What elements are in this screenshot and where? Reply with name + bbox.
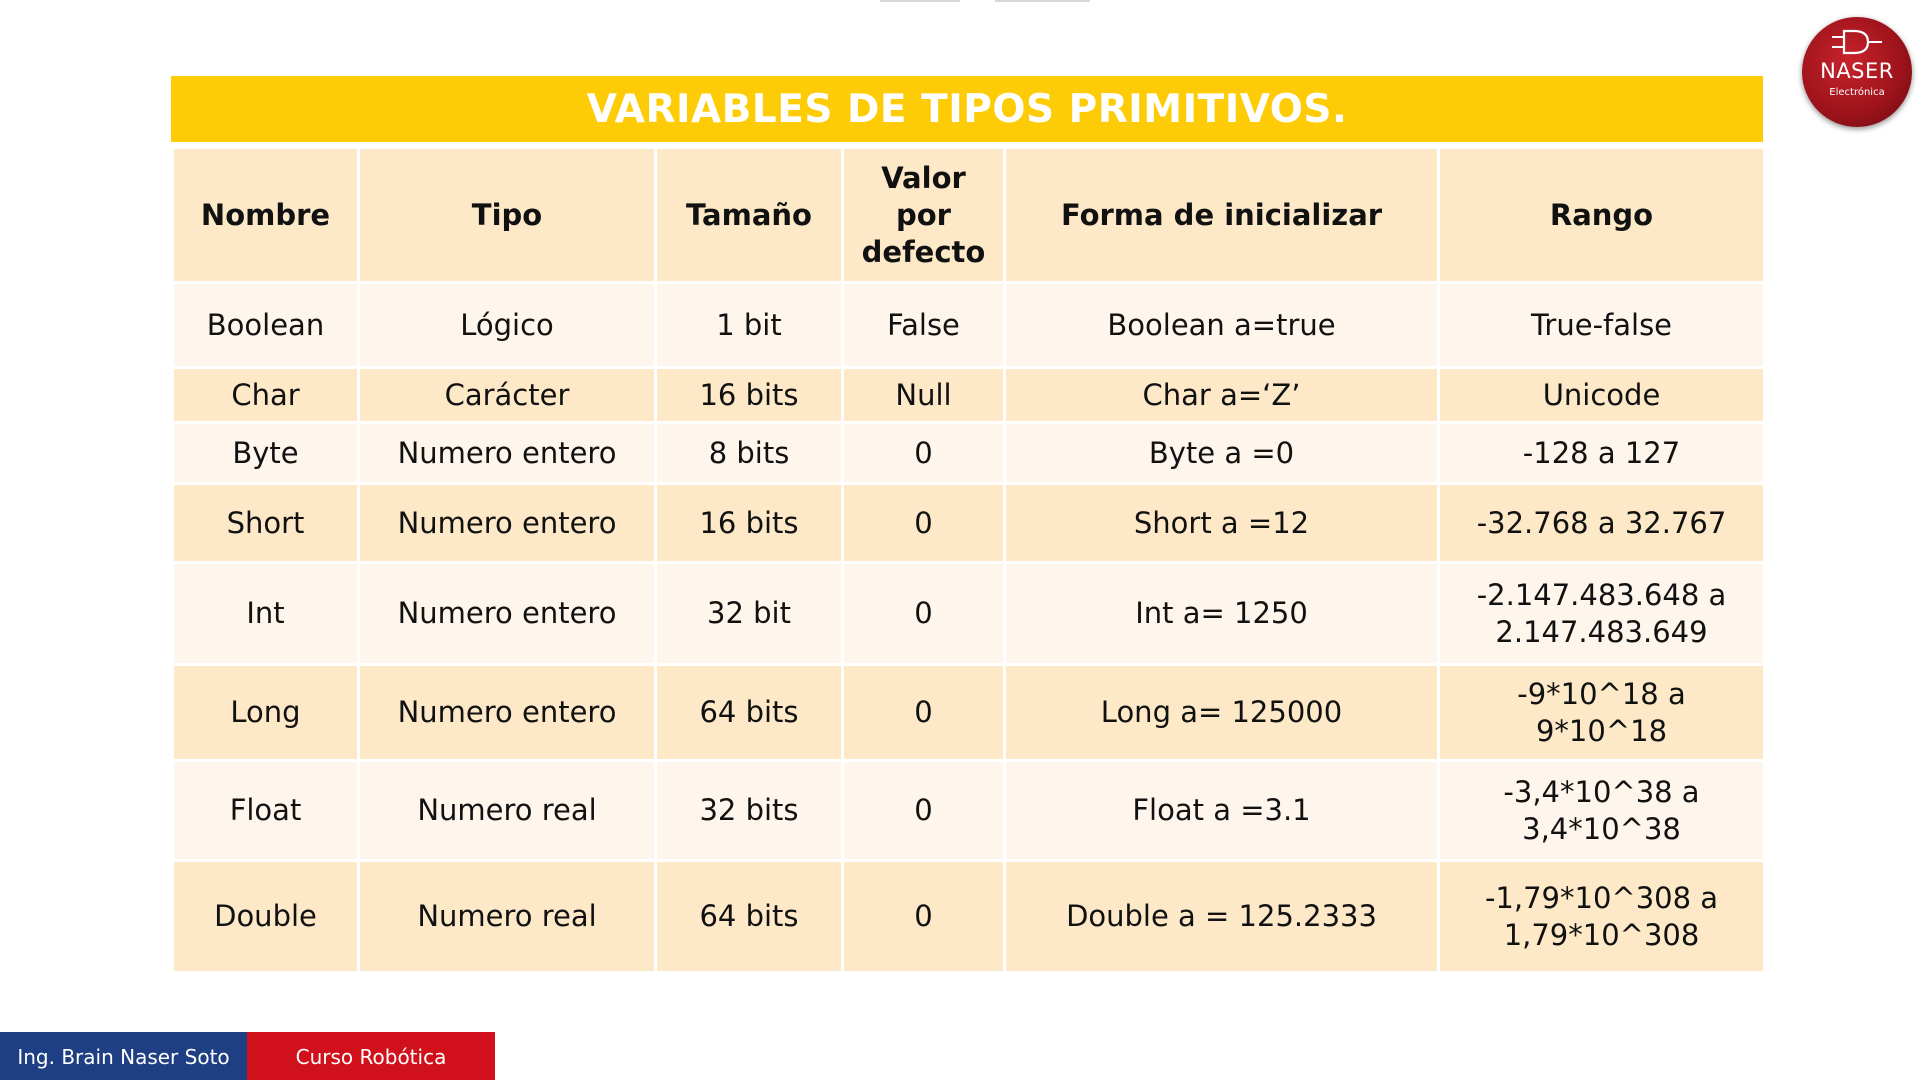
cell-rango: True-false bbox=[1439, 283, 1765, 368]
column-header-tamano: Tamaño bbox=[656, 148, 843, 283]
primitive-types-table-container bbox=[171, 146, 1763, 974]
cell-forma-de-inicializar: Char a=‘Z’ bbox=[1005, 368, 1439, 423]
column-header-valor-por-defecto bbox=[843, 148, 1005, 283]
column-header-valor-por-defecto-text: Valor por defecto bbox=[861, 160, 986, 269]
cell-forma-de-inicializar: Double a = 125.2333 bbox=[1005, 861, 1439, 973]
cell-nombre: Float bbox=[173, 761, 359, 861]
cell-rango: -9*10^18 a 9*10^18 bbox=[1439, 665, 1765, 761]
table-row bbox=[173, 761, 1765, 861]
cell-valor-por-defecto: 0 bbox=[843, 563, 1005, 665]
column-header-tipo: Tipo bbox=[359, 148, 656, 283]
cell-nombre: Char bbox=[173, 368, 359, 423]
footer-course: Curso Robótica bbox=[247, 1032, 495, 1080]
table-row bbox=[173, 423, 1765, 484]
table-row bbox=[173, 368, 1765, 423]
table-row bbox=[173, 484, 1765, 563]
cell-valor-por-defecto: 0 bbox=[843, 761, 1005, 861]
cell-tamano: 16 bits bbox=[656, 368, 843, 423]
column-header-rango: Rango bbox=[1439, 148, 1765, 283]
column-header-forma-de-inicializar: Forma de inicializar bbox=[1005, 148, 1439, 283]
cell-rango: -2.147.483.648 a 2.147.483.649 bbox=[1439, 563, 1765, 665]
cell-tipo: Numero real bbox=[359, 861, 656, 973]
cell-tamano: 1 bit bbox=[656, 283, 843, 368]
cell-nombre: Short bbox=[173, 484, 359, 563]
cell-rango: -3,4*10^38 a 3,4*10^38 bbox=[1439, 761, 1765, 861]
cell-nombre: Boolean bbox=[173, 283, 359, 368]
cell-nombre: Byte bbox=[173, 423, 359, 484]
cell-rango: -1,79*10^308 a 1,79*10^308 bbox=[1439, 861, 1765, 973]
cell-tamano: 32 bits bbox=[656, 761, 843, 861]
cell-nombre: Int bbox=[173, 563, 359, 665]
cell-tipo: Numero entero bbox=[359, 563, 656, 665]
cell-tamano: 16 bits bbox=[656, 484, 843, 563]
cell-valor-por-defecto: Null bbox=[843, 368, 1005, 423]
cell-rango: -32.768 a 32.767 bbox=[1439, 484, 1765, 563]
page-title: VARIABLES DE TIPOS PRIMITIVOS. bbox=[586, 86, 1348, 132]
cell-tipo: Numero entero bbox=[359, 484, 656, 563]
logo-name: NASER bbox=[1820, 59, 1894, 83]
cell-tamano: 8 bits bbox=[656, 423, 843, 484]
cell-forma-de-inicializar: Byte a =0 bbox=[1005, 423, 1439, 484]
primitive-types-table bbox=[171, 146, 1766, 974]
cell-forma-de-inicializar: Long a= 125000 bbox=[1005, 665, 1439, 761]
table-row bbox=[173, 283, 1765, 368]
cell-tipo: Carácter bbox=[359, 368, 656, 423]
cell-tipo: Numero entero bbox=[359, 665, 656, 761]
naser-logo bbox=[1802, 17, 1912, 127]
table-row bbox=[173, 665, 1765, 761]
cell-tamano: 32 bit bbox=[656, 563, 843, 665]
cell-tipo: Numero real bbox=[359, 761, 656, 861]
title-bar bbox=[171, 76, 1763, 142]
logo-subtitle: Electrónica bbox=[1829, 87, 1885, 98]
cell-forma-de-inicializar: Float a =3.1 bbox=[1005, 761, 1439, 861]
cell-tamano: 64 bits bbox=[656, 665, 843, 761]
cell-valor-por-defecto: 0 bbox=[843, 423, 1005, 484]
cell-forma-de-inicializar: Int a= 1250 bbox=[1005, 563, 1439, 665]
top-decoration bbox=[880, 0, 1100, 4]
footer-author: Ing. Brain Naser Soto bbox=[0, 1032, 247, 1080]
cell-tipo: Lógico bbox=[359, 283, 656, 368]
cell-rango: -128 a 127 bbox=[1439, 423, 1765, 484]
cell-nombre: Double bbox=[173, 861, 359, 973]
cell-valor-por-defecto: 0 bbox=[843, 665, 1005, 761]
table-header-row bbox=[173, 148, 1765, 283]
table-row bbox=[173, 861, 1765, 973]
column-header-nombre: Nombre bbox=[173, 148, 359, 283]
cell-valor-por-defecto: 0 bbox=[843, 484, 1005, 563]
cell-tamano: 64 bits bbox=[656, 861, 843, 973]
cell-valor-por-defecto: False bbox=[843, 283, 1005, 368]
cell-tipo: Numero entero bbox=[359, 423, 656, 484]
cell-rango: Unicode bbox=[1439, 368, 1765, 423]
table-row bbox=[173, 563, 1765, 665]
cell-forma-de-inicializar: Boolean a=true bbox=[1005, 283, 1439, 368]
cell-valor-por-defecto: 0 bbox=[843, 861, 1005, 973]
cell-nombre: Long bbox=[173, 665, 359, 761]
cell-forma-de-inicializar: Short a =12 bbox=[1005, 484, 1439, 563]
